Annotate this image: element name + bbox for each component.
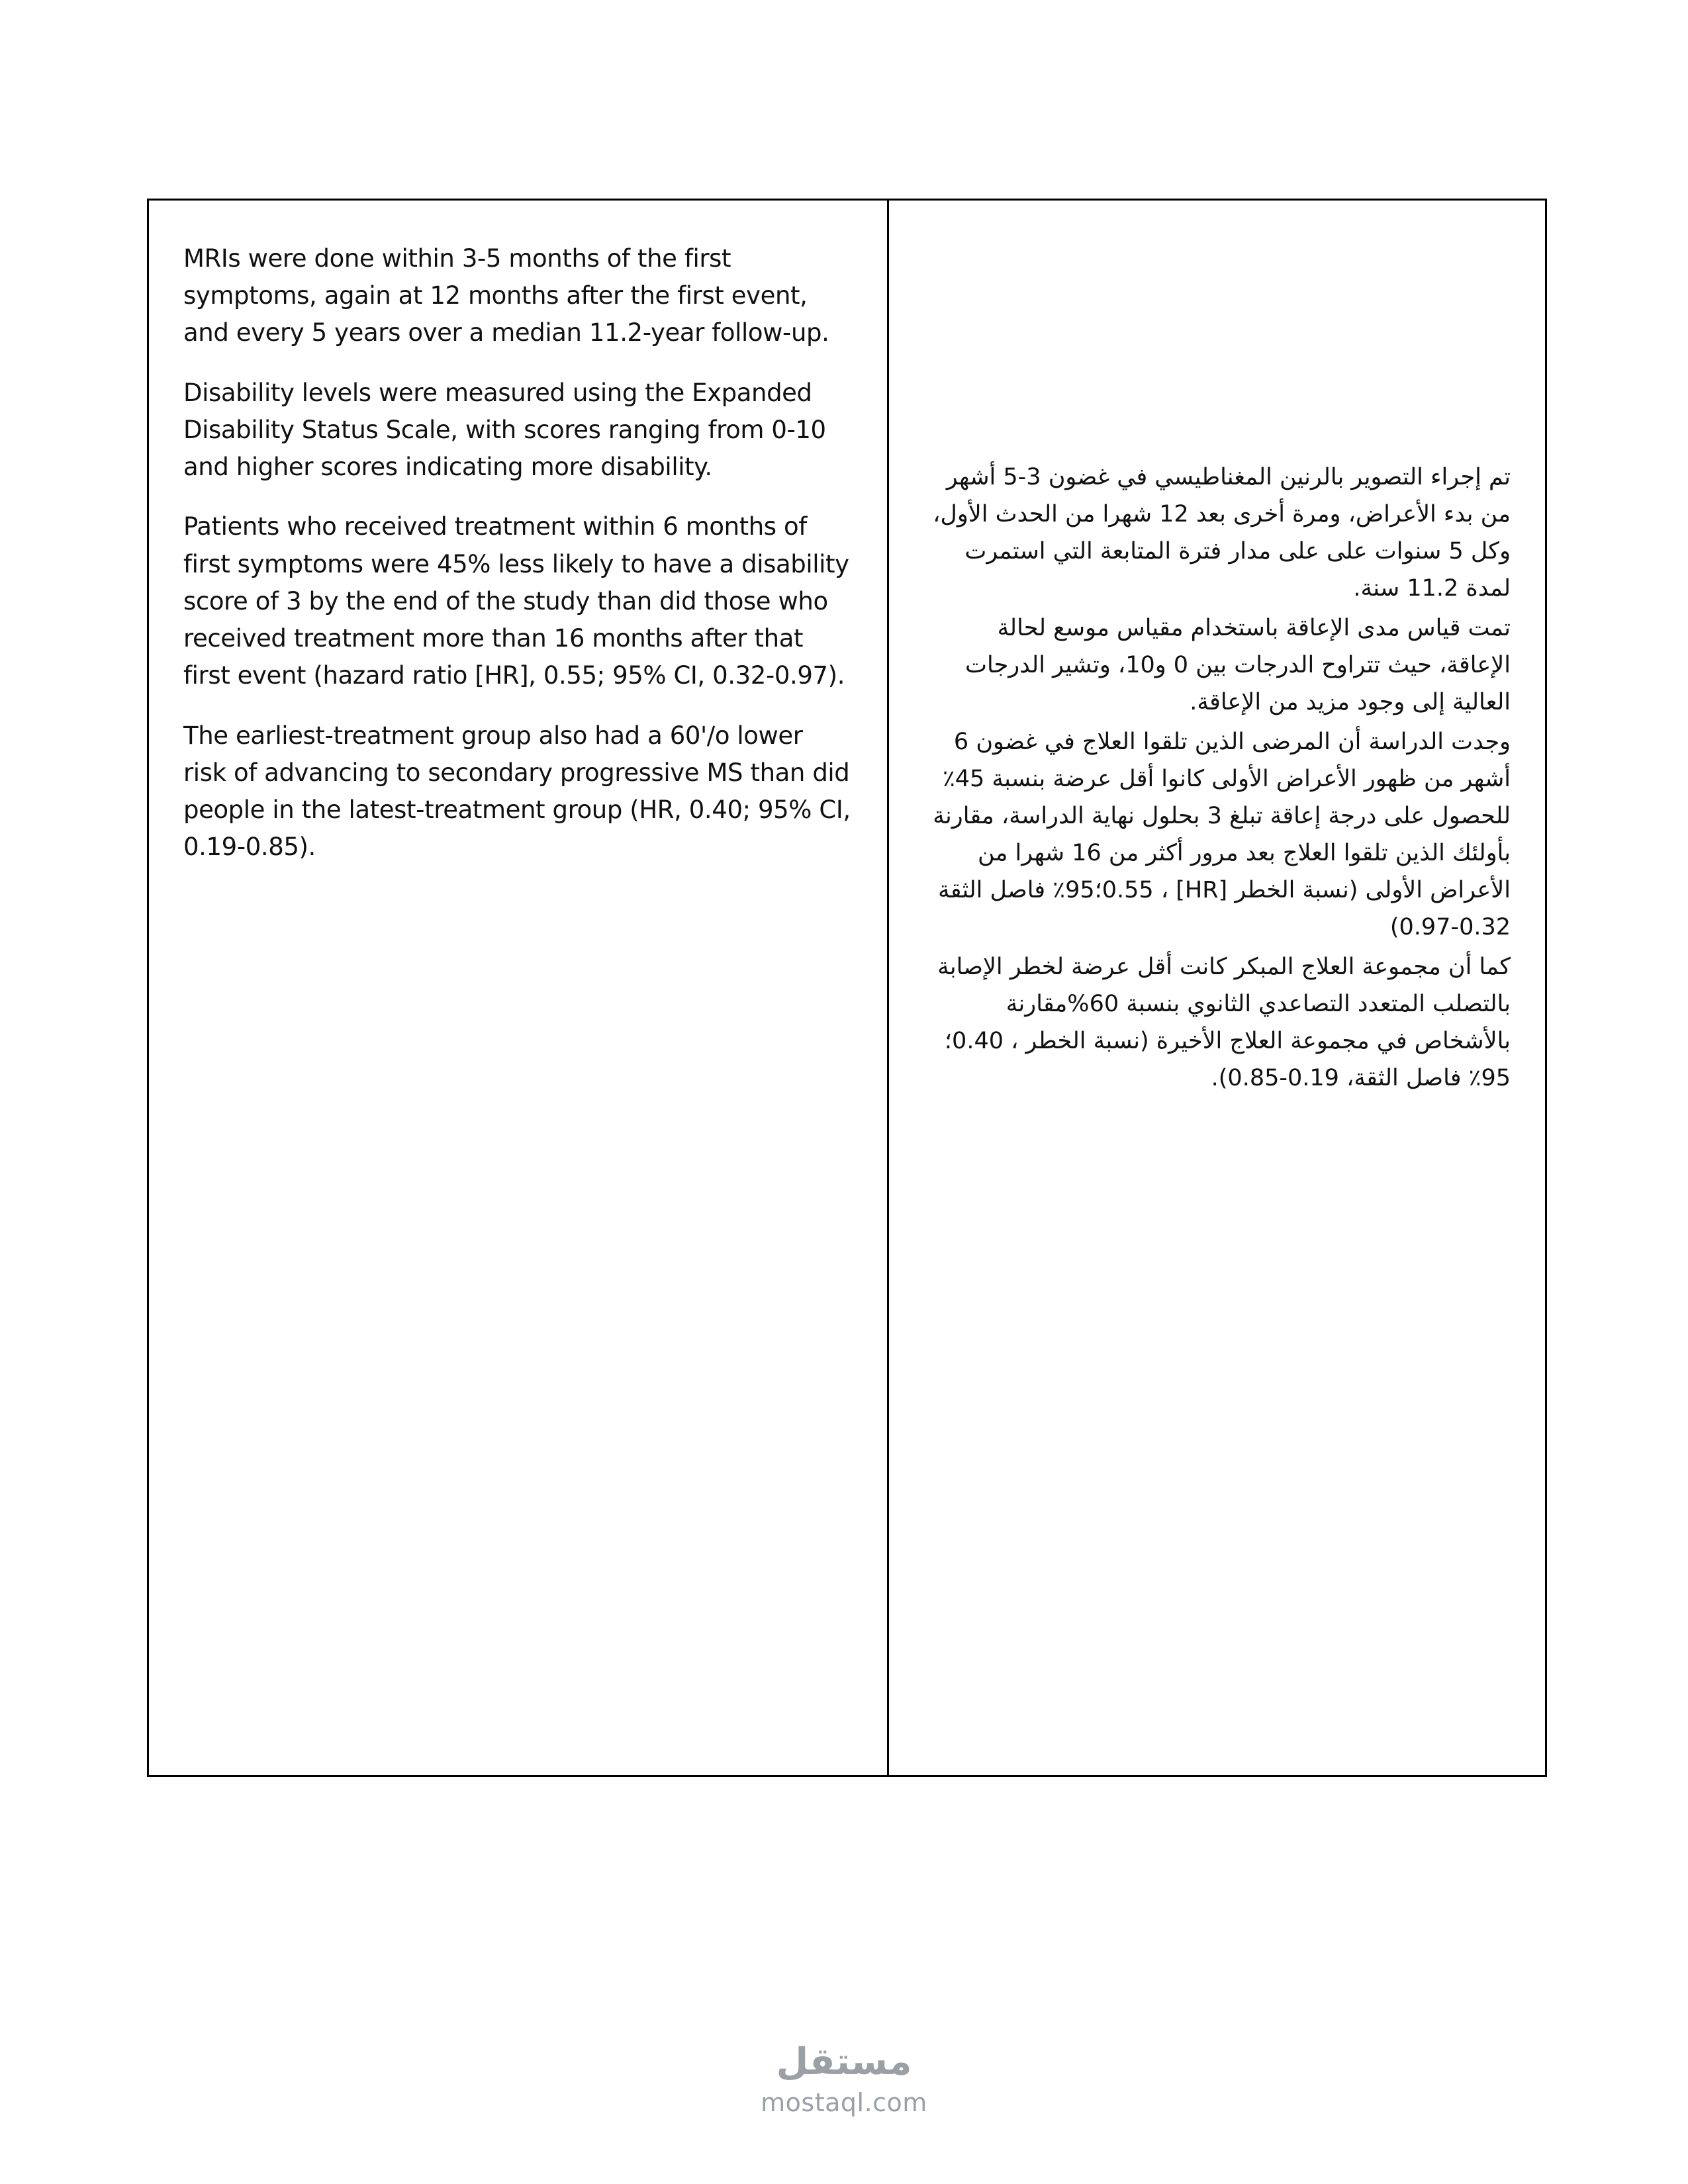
target-paragraph-4: كما أن مجموعة العلاج المبكر كانت أقل عرضة لخطر الإصابة بالتصلب المتعدد التصاعدي الثانوي بنسبة 60%مقارنة بالأشخاص في مجموعة العلاج الأخيرة (نسبة الخطر ، 0.40؛95٪ فاصل الثقة، 0.19-0.85). bbox=[937, 954, 1511, 1091]
source-paragraph-4: The earliest-treatment group also had a 60'/o lower risk of advancing to secondary progressive MS than did people in the latest-treatment group (HR, 0.40; 95% CI, 0.19-0.85). bbox=[183, 721, 851, 862]
target-paragraph-1: تم إجراء التصوير بالرنين المغناطيسي في غضون 3-5 أشهر من بدء الأعراض، ومرة أخرى بعد 12 شهرا من الحدث الأول، وكل 5 سنوات على على مدار فترة المتابعة التي استمرت لمدة 11.2 سنة. bbox=[933, 464, 1511, 602]
target-paragraph-3: وجدت الدراسة أن المرضى الذين تلقوا العلاج في غضون 6 أشهر من ظهور الأعراض الأولى كانوا أقل عرضة بنسبة 45٪ للحصول على درجة إعاقة تبلغ 3 بحلول نهاية الدراسة، مقارنة بأولئك الذين تلقوا العلاج بعد مرور أكثر من 16 شهرا من الأعراض الأولى (نسبة الخطر [HR] ، 0.55؛95٪ فاصل الثقة 0.32-0.97) bbox=[933, 729, 1511, 940]
mostaql-logo-domain: mostaql.com bbox=[761, 2087, 927, 2117]
source-paragraph-3: Patients who received treatment within 6 months of first symptoms were 45% less likely to have a disability score of 3 by the end of the study than did those who received treatment more than 16 months after that first event (hazard ratio [HR], 0.55; 95% CI, 0.32-0.97). bbox=[183, 512, 849, 690]
source-paragraph-2: Disability levels were measured using the Expanded Disability Status Scale, with scores ranging from 0-10 and higher scores indicating more disability. bbox=[183, 378, 826, 482]
source-text-column bbox=[149, 201, 889, 1775]
source-paragraph-1: MRIs were done within 3-5 months of the first symptoms, again at 12 months after the first event, and every 5 years over a median 11.2-year follow-up. bbox=[183, 244, 829, 347]
mostaql-logo-mark: مستقل bbox=[776, 2040, 912, 2083]
footer-watermark bbox=[0, 2042, 1688, 2117]
target-text-block bbox=[923, 459, 1511, 1097]
target-text-column bbox=[889, 201, 1545, 1775]
target-paragraph-2: تمت قياس مدى الإعاقة باستخدام مقياس موسع لحالة الإعاقة، حيث تتراوح الدرجات بين 0 و10، وتشير الدرجات العالية إلى وجود مزيد من الإعاقة. bbox=[965, 615, 1511, 715]
translation-table bbox=[147, 199, 1547, 1777]
target-column-top-spacer bbox=[923, 240, 1511, 459]
